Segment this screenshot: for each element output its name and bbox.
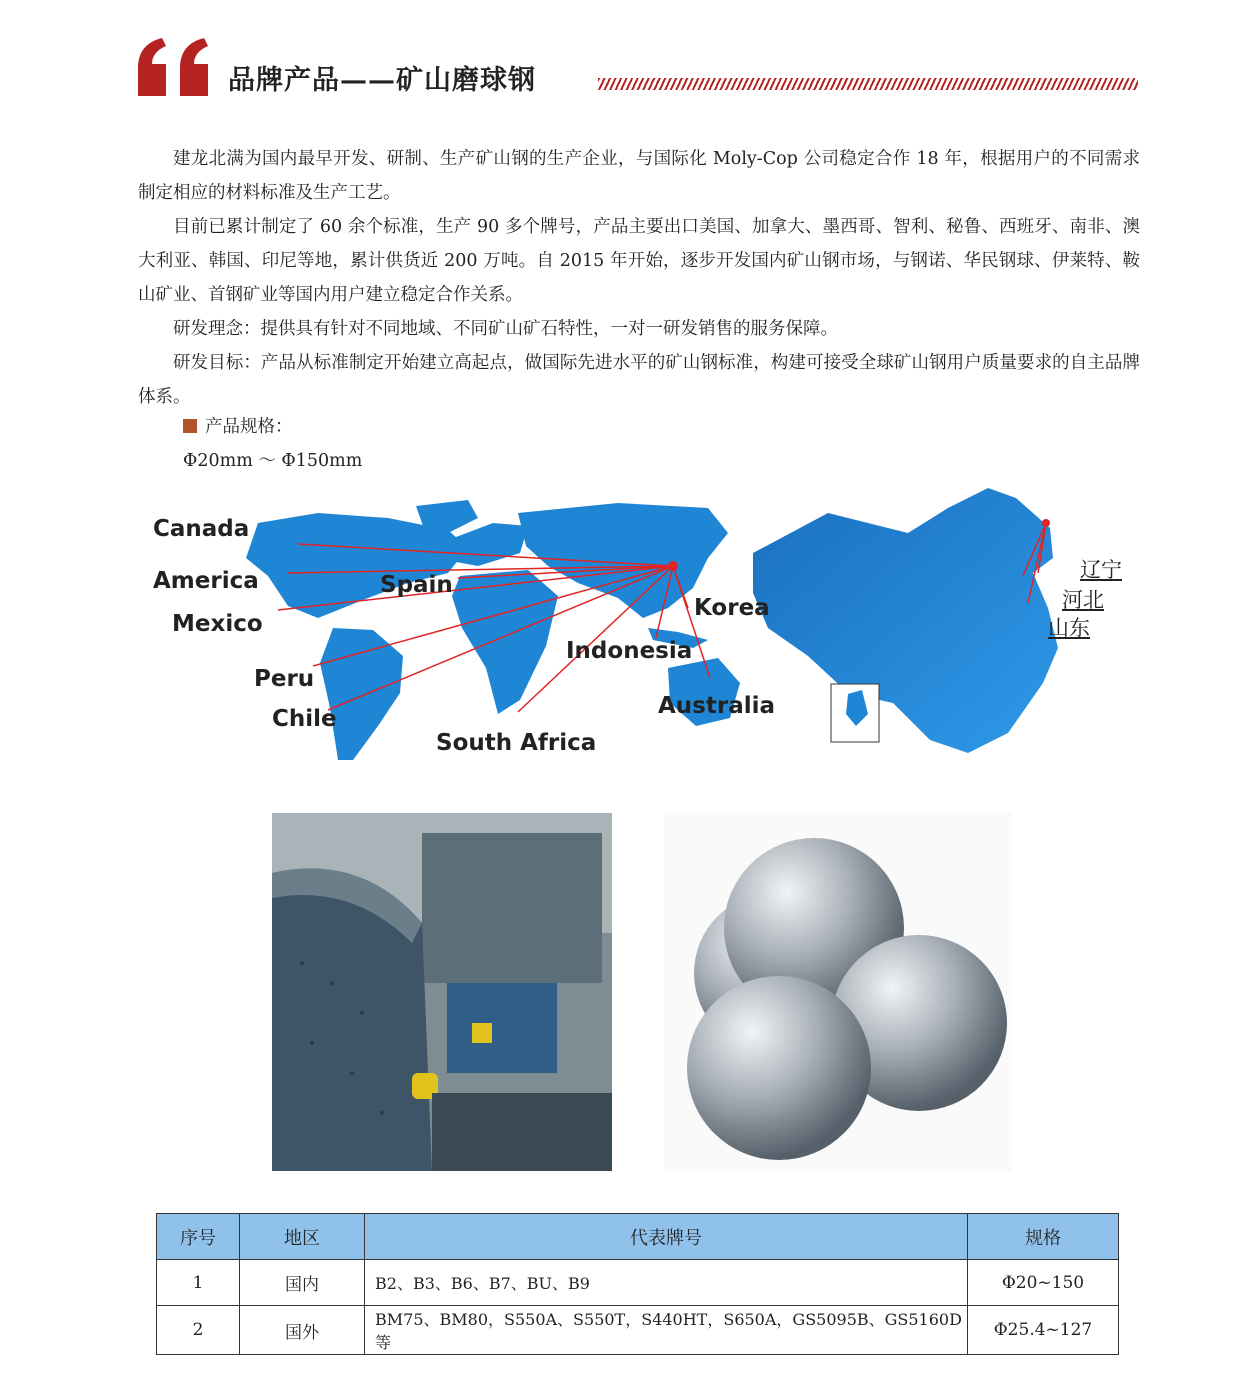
cell-size: Φ25.4~127 [968,1306,1119,1355]
world-map [148,478,1128,778]
grinding-balls-photo [664,813,1012,1171]
export-paragraph: 目前已累计制定了 60 余个标准，生产 90 多个牌号，产品主要出口美国、加拿大、墨西哥、智利、秘鲁、西班牙、南非、澳大利亚、韩国、印尼等地，累计供货近 200 万吨。自 2015 年开始，逐步开发国内矿山钢市场，与钢诺、华民钢球、伊莱特、鞍山矿业、首钢矿业等国内用户建立稳定合作关系。 [138,217,1140,305]
cell-codes: BM75、BM80，S550A、S550T，S440HT，S650A，GS5095B、GS5160D 等 [365,1306,968,1355]
table-row [157,1260,1119,1306]
bullet-square-icon [183,419,197,433]
label-canada: Canada [153,516,250,542]
label-mexico: Mexico [172,611,263,637]
cell-region: 国内 [240,1260,365,1306]
page-title: 品牌产品——矿山磨球钢 [228,65,536,96]
ball-mill-photo [272,813,612,1171]
intro-paragraph: 建龙北满为国内最早开发、研制、生产矿山钢的生产企业，与国际化 Moly-Cop 公司稳定合作 18 年，根据用户的不同需求制定相应的材料标准及生产工艺。 [138,149,1140,203]
label-peru: Peru [254,666,315,692]
table-row [157,1306,1119,1355]
col-header-no: 序号 [157,1214,240,1260]
spec-label [183,410,293,444]
label-chile: Chile [272,706,337,732]
cell-no: 2 [157,1306,240,1355]
table-header-row [157,1214,1119,1260]
label-indonesia: Indonesia [566,638,693,664]
label-shandong: 山东 [1048,616,1090,640]
cell-size: Φ20~150 [968,1260,1119,1306]
export-maps [148,478,1128,778]
rd-concept-paragraph: 研发理念：提供具有针对不同地域、不同矿山矿石特性，一对一研发销售的服务保障。 [173,319,838,339]
col-header-size: 规格 [968,1214,1119,1260]
quote-mark-icon [136,36,216,98]
cell-no: 1 [157,1260,240,1306]
cell-codes: B2、B3、B6、B7、BU、B9 [365,1260,968,1306]
cell-region: 国外 [240,1306,365,1355]
spec-label-text: 产品规格： [205,417,293,437]
label-south-africa: South Africa [436,730,597,756]
title-stripe-decoration [598,78,1138,90]
label-australia: Australia [658,693,776,719]
rd-goal-paragraph: 研发目标：产品从标准制定开始建立高起点，做国际先进水平的矿山钢标准，构建可接受全球矿山钢用户质量要求的自主品牌体系。 [138,353,1140,407]
spec-value: Φ20mm ～ Φ150mm [183,451,363,471]
label-america: America [153,568,259,594]
section-header [136,36,1138,98]
label-spain: Spain [380,572,453,598]
label-liaoning: 辽宁 [1080,558,1122,582]
label-hebei: 河北 [1062,588,1104,612]
col-header-codes: 代表牌号 [365,1214,968,1260]
label-korea: Korea [694,595,770,621]
col-header-region: 地区 [240,1214,365,1260]
product-spec-table [156,1213,1119,1355]
